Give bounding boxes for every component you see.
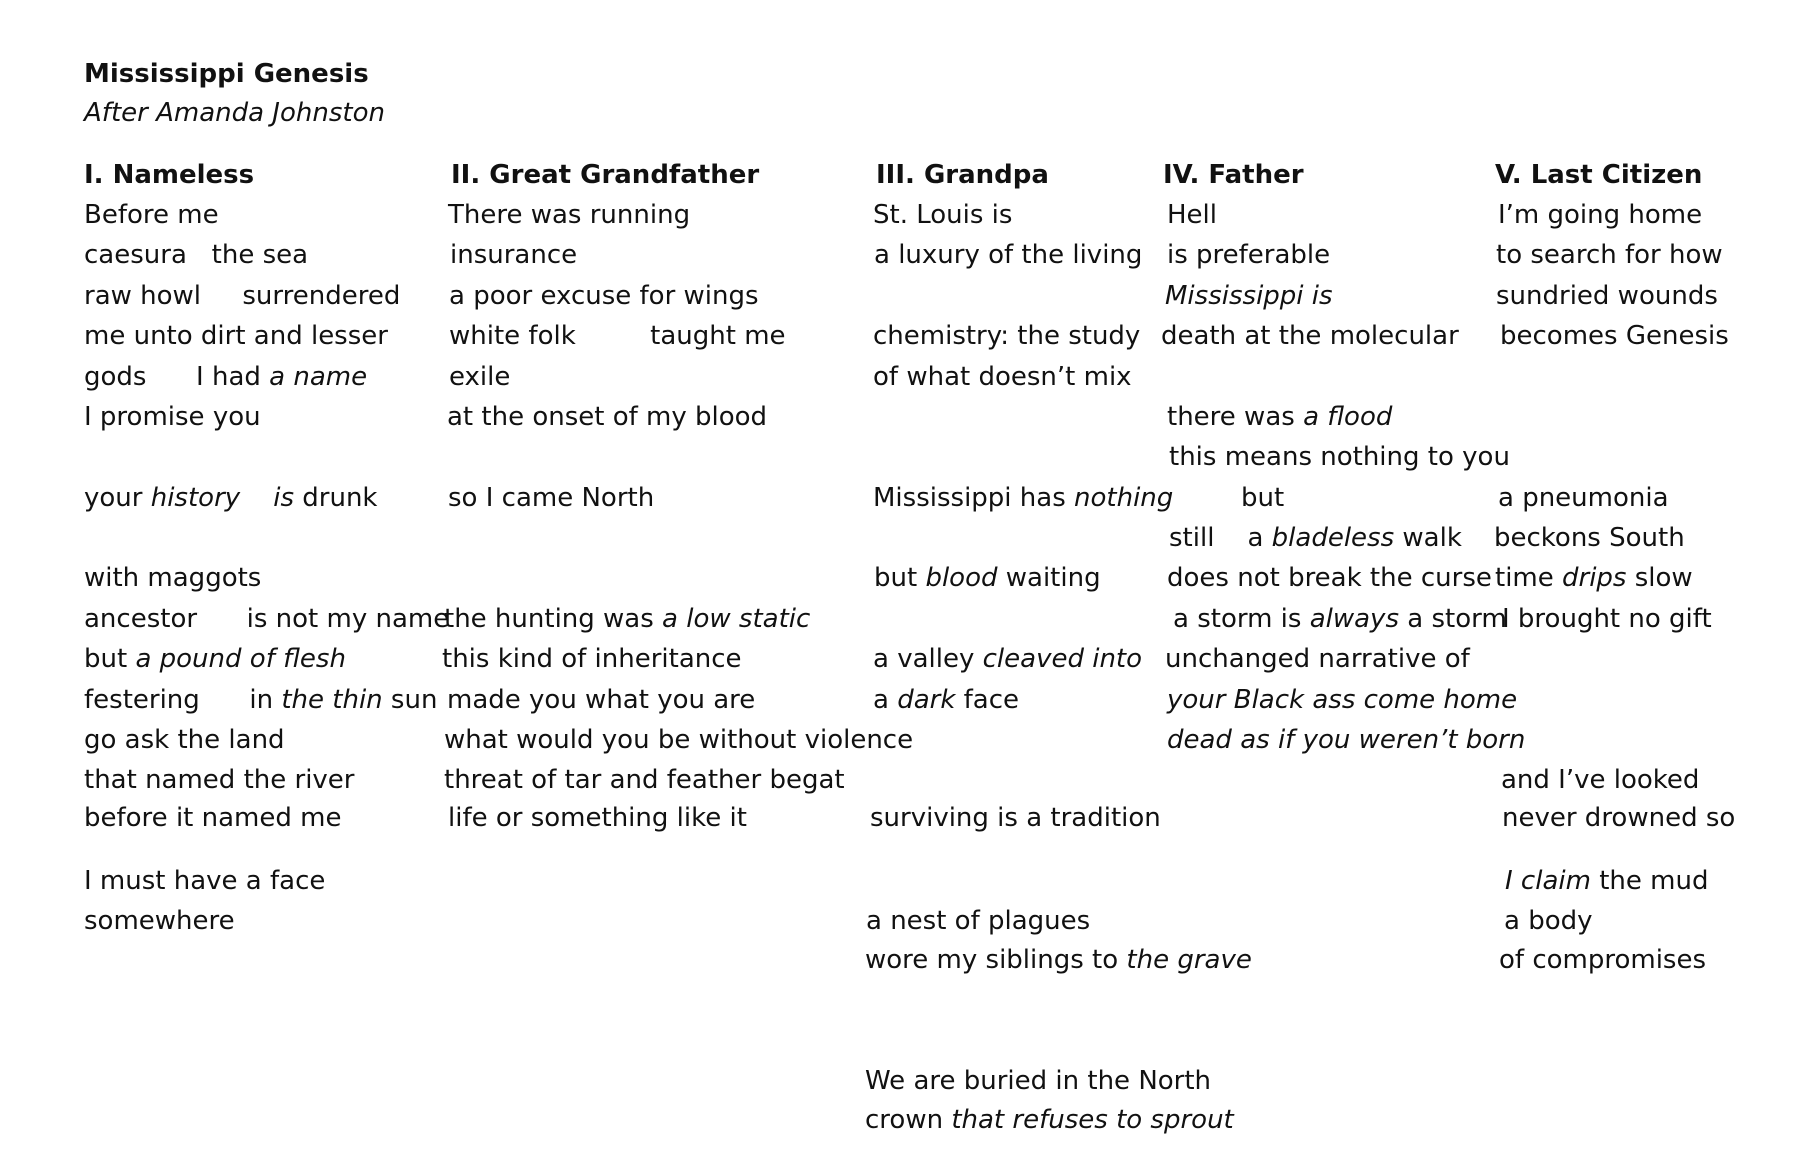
poem-line	[84, 238, 308, 272]
text-segment: and I’ve looked	[1501, 765, 1700, 795]
text-segment: Before me	[84, 200, 219, 230]
text-segment: a poor excuse for wings	[449, 281, 759, 311]
text-segment: wore my siblings to	[865, 945, 1127, 975]
text-segment: a luxury of the living	[874, 240, 1143, 270]
text-segment: a valley	[873, 644, 983, 674]
poem-line	[1167, 561, 1492, 595]
poem-line	[1498, 198, 1702, 232]
text-segment: raw howl surrendered	[84, 281, 401, 311]
italic-text-segment: Mississippi is	[1165, 281, 1333, 311]
poem-line	[448, 801, 747, 835]
poem-line	[873, 683, 1019, 717]
poem-line	[873, 481, 1173, 515]
poem-line	[870, 801, 1161, 835]
text-segment: a nest of plagues	[866, 906, 1091, 936]
poem-line	[447, 683, 755, 717]
text-segment: made you what you are	[447, 685, 756, 715]
text-segment: is preferable	[1167, 240, 1331, 270]
poem-line	[1496, 279, 1718, 313]
poem-line	[1167, 238, 1330, 272]
text-segment: unchanged narrative of	[1165, 644, 1470, 674]
poem-line	[84, 864, 325, 898]
italic-text-segment: the thin	[281, 685, 383, 715]
text-segment: this means nothing to you	[1169, 442, 1510, 472]
poem-line	[84, 602, 449, 636]
text-segment: but	[84, 644, 136, 674]
text-segment: death at the molecular	[1161, 321, 1459, 351]
text-segment: sun	[382, 685, 438, 715]
poem-line	[1502, 801, 1735, 835]
poem-line	[873, 642, 1142, 676]
text-segment: becomes Genesis	[1500, 321, 1729, 351]
italic-text-segment: the grave	[1126, 945, 1252, 975]
poem-line	[1165, 642, 1470, 676]
text-segment: your	[84, 483, 151, 513]
text-segment: ancestor is not my name	[84, 604, 450, 634]
italic-text-segment: nothing	[1074, 483, 1174, 513]
text-segment: still a	[1169, 523, 1272, 553]
poem-line	[1501, 763, 1699, 797]
text-segment: I must have a face	[84, 866, 326, 896]
text-segment: to search for how	[1496, 240, 1723, 270]
poem-line	[1498, 481, 1669, 515]
poem-line	[84, 198, 219, 232]
text-segment: beckons South	[1494, 523, 1685, 553]
text-segment: drunk	[294, 483, 378, 513]
poem-line	[84, 723, 285, 757]
text-segment: insurance	[450, 240, 578, 270]
text-segment: the mud	[1590, 866, 1709, 896]
text-segment: threat of tar and feather begat	[444, 765, 845, 795]
text-segment: somewhere	[84, 906, 235, 936]
text-segment: caesura the sea	[84, 240, 309, 270]
text-segment: a storm is	[1173, 604, 1310, 634]
text-segment: sundried wounds	[1496, 281, 1718, 311]
poem-line	[1500, 319, 1729, 353]
text-segment: the hunting was	[444, 604, 663, 634]
text-segment: white folk taught me	[449, 321, 786, 351]
poem-line	[1161, 319, 1459, 353]
poem-line	[873, 198, 1012, 232]
poem-title: Mississippi Genesis	[84, 59, 369, 89]
text-segment: Mississippi has	[873, 483, 1075, 513]
text-segment: of what doesn’t mix	[873, 362, 1132, 392]
poem-line	[874, 238, 1142, 272]
text-segment: a pneumonia	[1498, 483, 1669, 513]
text-segment: a body	[1504, 906, 1593, 936]
poem-line	[865, 1103, 1234, 1137]
italic-text-segment: I claim	[1505, 866, 1591, 896]
italic-text-segment: your Black ass come home	[1167, 685, 1518, 715]
poem-line	[1165, 279, 1333, 313]
italic-text-segment: a flood	[1303, 402, 1393, 432]
poem-line	[448, 481, 654, 515]
text-segment: chemistry: the study	[873, 321, 1141, 351]
text-segment: St. Louis is	[873, 200, 1013, 230]
text-segment: so I came North	[448, 483, 655, 513]
text-segment: of compromises	[1499, 945, 1707, 975]
poem-line	[84, 481, 378, 515]
italic-text-segment: a pound of flesh	[135, 644, 346, 674]
poem-line	[1167, 198, 1217, 232]
text-segment: We are buried in the North	[865, 1066, 1212, 1096]
poem-line	[1495, 561, 1693, 595]
text-segment: at the onset of my blood	[447, 402, 768, 432]
poem-line	[447, 400, 767, 434]
text-segment: never drowned so	[1502, 803, 1736, 833]
poem-line	[448, 198, 690, 232]
poem-line	[1167, 683, 1517, 717]
poem-line	[1505, 864, 1708, 898]
text-segment: Hell	[1167, 200, 1217, 230]
poem-line	[865, 1064, 1211, 1098]
italic-text-segment: dead as if you weren’t born	[1167, 725, 1526, 755]
poem-line	[1169, 440, 1510, 474]
italic-text-segment: a name	[269, 362, 368, 392]
text-segment: does not break the curse	[1167, 563, 1492, 593]
poem-line	[442, 642, 742, 676]
text-segment: before it named me	[84, 803, 342, 833]
poem-line	[84, 561, 261, 595]
text-segment: what would you be without violence	[444, 725, 914, 755]
italic-text-segment: that refuses to sprout	[951, 1105, 1234, 1135]
text-segment: gods I had	[84, 362, 270, 392]
text-segment: there was	[1167, 402, 1304, 432]
poem-line	[450, 238, 577, 272]
italic-text-segment: bladeless	[1271, 523, 1395, 553]
poem-line	[84, 763, 355, 797]
text-segment: slow	[1626, 563, 1693, 593]
section-heading-last-citizen: V. Last Citizen	[1495, 160, 1703, 190]
italic-text-segment: blood	[925, 563, 998, 593]
section-heading-grandpa: III. Grandpa	[876, 160, 1049, 190]
text-segment: exile	[449, 362, 511, 392]
poem-line	[444, 763, 845, 797]
poem-line	[866, 904, 1090, 938]
poem-line	[84, 319, 388, 353]
text-segment: waiting	[997, 563, 1101, 593]
poem-line	[1496, 238, 1723, 272]
italic-text-segment: is	[273, 483, 295, 513]
text-segment: time	[1495, 563, 1563, 593]
poem-line	[84, 400, 261, 434]
section-heading-nameless: I. Nameless	[84, 160, 255, 190]
poem-line	[84, 279, 400, 313]
poem-line	[1241, 481, 1284, 515]
text-segment	[240, 483, 273, 513]
text-segment: that named the river	[84, 765, 355, 795]
poem-line	[1167, 723, 1525, 757]
italic-text-segment: a low static	[662, 604, 811, 634]
poem-line	[84, 801, 341, 835]
text-segment: but	[874, 563, 926, 593]
italic-text-segment: always	[1309, 604, 1399, 634]
text-segment: this kind of inheritance	[442, 644, 742, 674]
text-segment: I brought no gift	[1502, 604, 1712, 634]
poem-line	[1494, 521, 1685, 555]
poem-line	[449, 319, 786, 353]
text-segment: surviving is a tradition	[870, 803, 1161, 833]
poem-line	[1499, 943, 1706, 977]
poem-line	[1169, 521, 1462, 555]
text-segment: life or something like it	[448, 803, 747, 833]
text-segment: crown	[865, 1105, 952, 1135]
poem-line	[1167, 400, 1392, 434]
poem-line	[444, 602, 810, 636]
italic-text-segment: dark	[897, 685, 956, 715]
text-segment: a storm	[1399, 604, 1507, 634]
poem-line	[84, 360, 367, 394]
text-segment: I promise you	[84, 402, 261, 432]
poem-line	[84, 683, 437, 717]
poem-subtitle: After Amanda Johnston	[84, 98, 385, 128]
text-segment: festering in	[84, 685, 282, 715]
poem-line	[1173, 602, 1507, 636]
text-segment: go ask the land	[84, 725, 285, 755]
text-segment: face	[955, 685, 1020, 715]
poem-line	[873, 319, 1140, 353]
italic-text-segment: cleaved into	[982, 644, 1143, 674]
poem-line	[444, 723, 913, 757]
text-segment: but	[1241, 483, 1285, 513]
poem-line	[1502, 602, 1712, 636]
poem-line	[449, 360, 510, 394]
poem-line	[873, 360, 1132, 394]
poem-line	[865, 943, 1252, 977]
text-segment: with maggots	[84, 563, 262, 593]
italic-text-segment: drips	[1562, 563, 1627, 593]
text-segment: There was running	[448, 200, 691, 230]
poem-line	[874, 561, 1101, 595]
poem-line	[84, 642, 346, 676]
poem-line	[449, 279, 759, 313]
poem-line	[84, 904, 235, 938]
text-segment: a	[873, 685, 898, 715]
text-segment: me unto dirt and lesser	[84, 321, 388, 351]
section-heading-great-grandfather: II. Great Grandfather	[451, 160, 760, 190]
text-segment: walk	[1394, 523, 1462, 553]
italic-text-segment: history	[150, 483, 241, 513]
text-segment: I’m going home	[1498, 200, 1703, 230]
poem-line	[1504, 904, 1593, 938]
section-heading-father: IV. Father	[1163, 160, 1304, 190]
